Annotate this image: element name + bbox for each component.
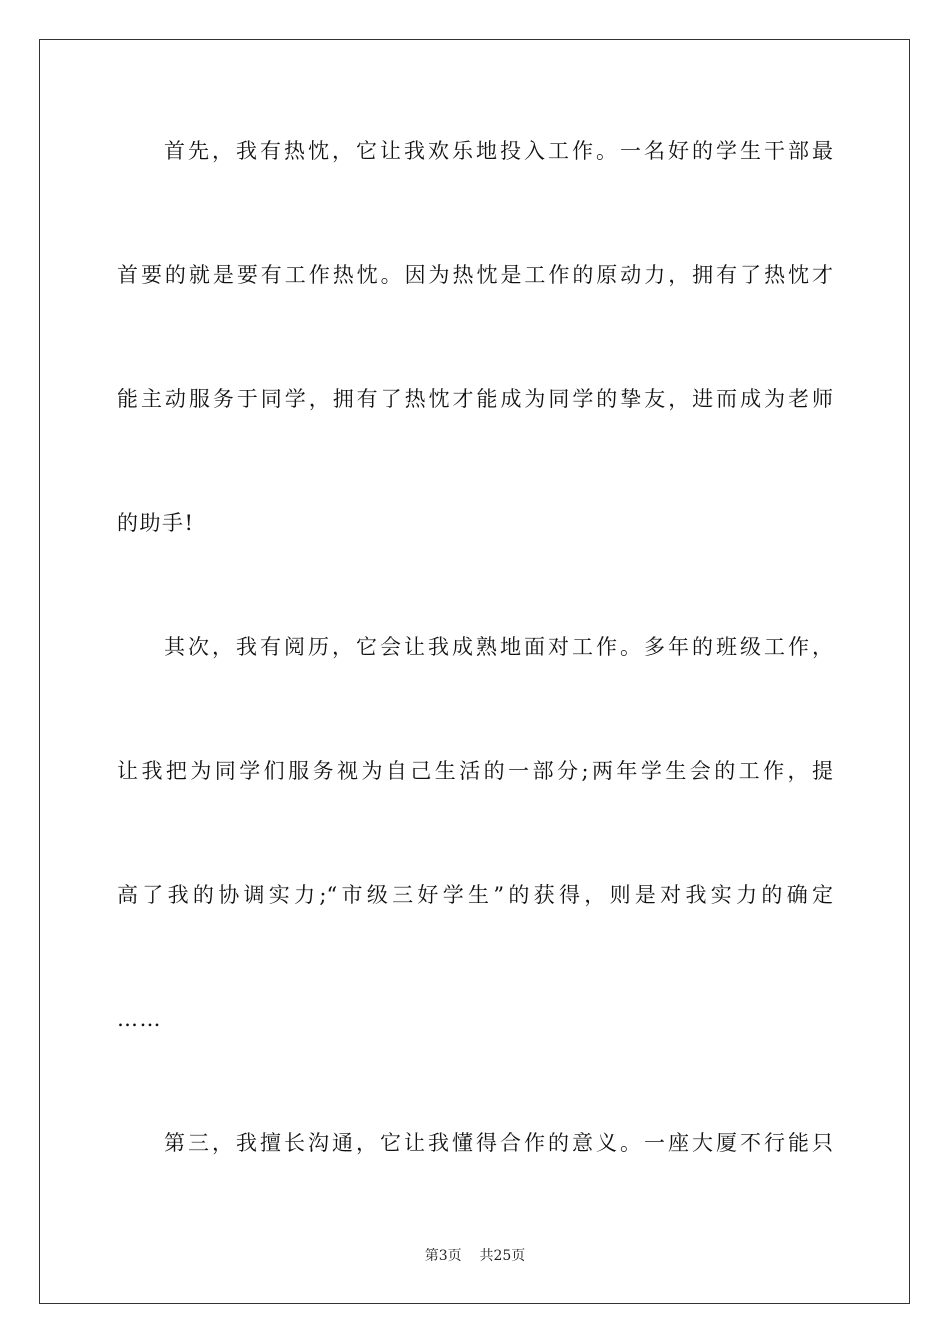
paragraph-1-line-3: 能主动服务于同学，拥有了热忱才能成为同学的挚友，进而成为老师 — [117, 387, 833, 411]
paragraph-1-line-1: 首先，我有热忱，它让我欢乐地投入工作。一名好的学生干部最 — [164, 139, 833, 163]
page-number: 第3页 — [424, 1248, 462, 1264]
paragraph-2-line-2: 让我把为同学们服务视为自己生活的一部分;两年学生会的工作，提 — [117, 759, 833, 783]
paragraph-2-line-4: …… — [117, 1007, 162, 1031]
page-total: 共25页 — [479, 1248, 526, 1264]
paragraph-2-line-1: 其次，我有阅历，它会让我成熟地面对工作。多年的班级工作， — [164, 635, 833, 659]
page-frame — [39, 39, 910, 1304]
paragraph-1-line-4: 的助手! — [117, 511, 195, 535]
paragraph-1-line-2: 首要的就是要有工作热忱。因为热忱是工作的原动力，拥有了热忱才 — [117, 263, 833, 287]
page-footer — [0, 1246, 950, 1266]
paragraph-2-line-3: 高了我的协调实力;“市级三好学生”的获得，则是对我实力的确定 — [117, 883, 833, 907]
paragraph-3-line-1: 第三，我擅长沟通，它让我懂得合作的意义。一座大厦不行能只 — [164, 1131, 833, 1155]
